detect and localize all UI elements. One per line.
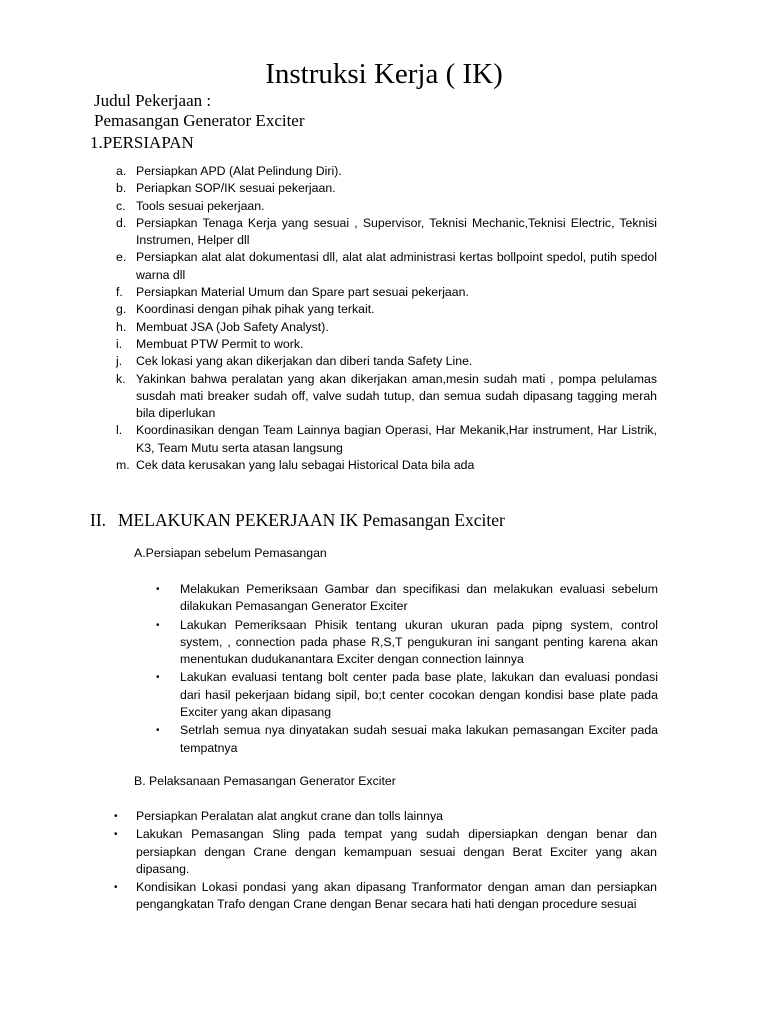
list-marker: m. bbox=[116, 458, 130, 473]
list-item bbox=[116, 249, 657, 284]
list-item bbox=[116, 301, 657, 318]
list-marker: c. bbox=[116, 198, 126, 213]
section-2-title: MELAKUKAN PEKERJAAN IK Pemasangan Exciter bbox=[118, 510, 505, 530]
list-item bbox=[156, 581, 658, 616]
list-marker: f. bbox=[116, 285, 123, 300]
bullet-icon: • bbox=[156, 725, 160, 737]
list-item bbox=[116, 336, 657, 353]
bullet-icon: • bbox=[156, 584, 160, 595]
list-item bbox=[116, 457, 657, 474]
list-item bbox=[116, 198, 657, 215]
list-item-text: Membuat PTW Permit to work. bbox=[136, 336, 304, 351]
judul-label: Judul Pekerjaan : bbox=[94, 91, 212, 110]
list-item bbox=[114, 808, 657, 825]
list-marker: g. bbox=[116, 302, 127, 317]
bullet-icon: • bbox=[114, 829, 118, 841]
list-item-text: Persiapkan Peralatan alat angkut crane dan tolls lainnya bbox=[136, 809, 443, 823]
list-item-text: Persiapkan alat alat dokumentasi dll, alat alat administrasi kertas bollpoint spedol, putih spedol warna dll bbox=[136, 250, 657, 282]
list-item-text: Melakukan Pemeriksaan Gambar dan specifikasi dan melakukan evaluasi sebelum dilakukan Pemasangan Generator Exciter bbox=[180, 582, 658, 614]
list-item bbox=[116, 319, 657, 336]
list-item-text: Lakukan Pemasangan Sling pada tempat yang sudah dipersiapkan dengan benar dan persiapkan dengan Crane dengan kemampuan sesuai dengan Berat Exciter yang akan dipasang. bbox=[136, 827, 657, 876]
list-item bbox=[116, 284, 657, 301]
list-item-text: Persiapkan Tenaga Kerja yang sesuai , Supervisor, Teknisi Mechanic,Teknisi Electric, Teknisi Instrumen, Helper dll bbox=[136, 215, 657, 248]
judul-value: Pemasangan Generator Exciter bbox=[94, 111, 305, 130]
list-item-text: Membuat JSA (Job Safety Analyst). bbox=[136, 319, 329, 334]
list-item-text: Setrlah semua nya dinyatakan sudah sesuai maka lakukan pemasangan Exciter pada tempatnya bbox=[180, 723, 658, 755]
list-item-text: Persiapkan Material Umum dan Spare part sesuai pekerjaan. bbox=[136, 285, 469, 300]
document-title: Instruksi Kerja ( IK) bbox=[265, 58, 503, 90]
list-item-text: Persiapkan APD (Alat Pelindung Diri). bbox=[136, 164, 342, 178]
section-2-heading bbox=[90, 509, 505, 531]
bullet-icon: • bbox=[114, 882, 118, 894]
list-item-text: Yakinkan bahwa peralatan yang akan dikerjakan aman,mesin sudah mati , pompa pelulamas susdah mati breaker sudah off, valve sudah tutup, dan semua sudah dipasang tagging merah bila diperlukan bbox=[136, 371, 657, 421]
list-item bbox=[116, 371, 657, 423]
list-item bbox=[116, 163, 657, 180]
list-item bbox=[114, 826, 657, 878]
list-item-text: Tools sesuai pekerjaan. bbox=[136, 198, 265, 213]
list-item-text: Kondisikan Lokasi pondasi yang akan dipasang Tranformator dengan aman dan persiapkan pengangkatan Trafo dengan Crane dengan Benar secara hati hati dengan procedure sesuai bbox=[136, 880, 657, 912]
list-item-text: Cek data kerusakan yang lalu sebagai Historical Data bila ada bbox=[136, 458, 475, 473]
list-item-text: Periapkan SOP/IK sesuai pekerjaan. bbox=[136, 181, 336, 196]
list-item bbox=[156, 669, 658, 721]
list-marker: j. bbox=[116, 354, 123, 369]
list-marker: b. bbox=[116, 181, 127, 196]
subsection-a-title: A.Persiapan sebelum Pemasangan bbox=[134, 546, 327, 560]
list-marker: a. bbox=[116, 164, 127, 178]
subsection-b-title: B. Pelaksanaan Pemasangan Generator Exciter bbox=[134, 774, 396, 788]
list-item bbox=[116, 353, 657, 370]
persiapan-list bbox=[116, 163, 657, 474]
list-marker: e. bbox=[116, 250, 127, 265]
bullet-icon: • bbox=[114, 811, 118, 822]
list-marker: k. bbox=[116, 371, 126, 386]
list-marker: h. bbox=[116, 319, 127, 334]
section-1-heading: 1.PERSIAPAN bbox=[90, 133, 194, 152]
list-item bbox=[156, 617, 658, 669]
list-marker: d. bbox=[116, 215, 127, 230]
list-item-text: Lakukan Pemeriksaan Phisik tentang ukuran ukuran pada pipng system, control system, , connection pada phase R,S,T pengukuran ini sangant penting karena akan menentukan dudukanantara Exciter dengan connection lainnya bbox=[180, 617, 658, 667]
list-item bbox=[114, 879, 657, 914]
section-2-number: II. bbox=[90, 510, 107, 530]
list-marker: l. bbox=[116, 423, 123, 438]
list-item bbox=[116, 180, 657, 197]
list-item-text: Koordinasikan dengan Team Lainnya bagian Operasi, Har Mekanik,Har instrument, Har Listrik, K3, Team Mutu serta atasan langsung bbox=[136, 423, 657, 455]
list-item bbox=[116, 422, 657, 457]
bullet-icon: • bbox=[156, 672, 160, 684]
list-item-text: Cek lokasi yang akan dikerjakan dan diberi tanda Safety Line. bbox=[136, 354, 473, 369]
list-marker: i. bbox=[116, 336, 123, 351]
bullet-icon: • bbox=[156, 619, 160, 631]
list-item bbox=[156, 722, 658, 757]
list-item-text: Lakukan evaluasi tentang bolt center pada base plate, lakukan dan evaluasi pondasi dari hasil pekerjaan bidang sipil, bo;t center cocokan dengan kondisi base plate pada Exciter yang akan dipasang bbox=[180, 670, 658, 720]
persiapan-pemasangan-list bbox=[156, 581, 658, 758]
pelaksanaan-pemasangan-list bbox=[114, 808, 657, 915]
list-item bbox=[116, 215, 657, 250]
list-item-text: Koordinasi dengan pihak pihak yang terkait. bbox=[136, 302, 375, 317]
